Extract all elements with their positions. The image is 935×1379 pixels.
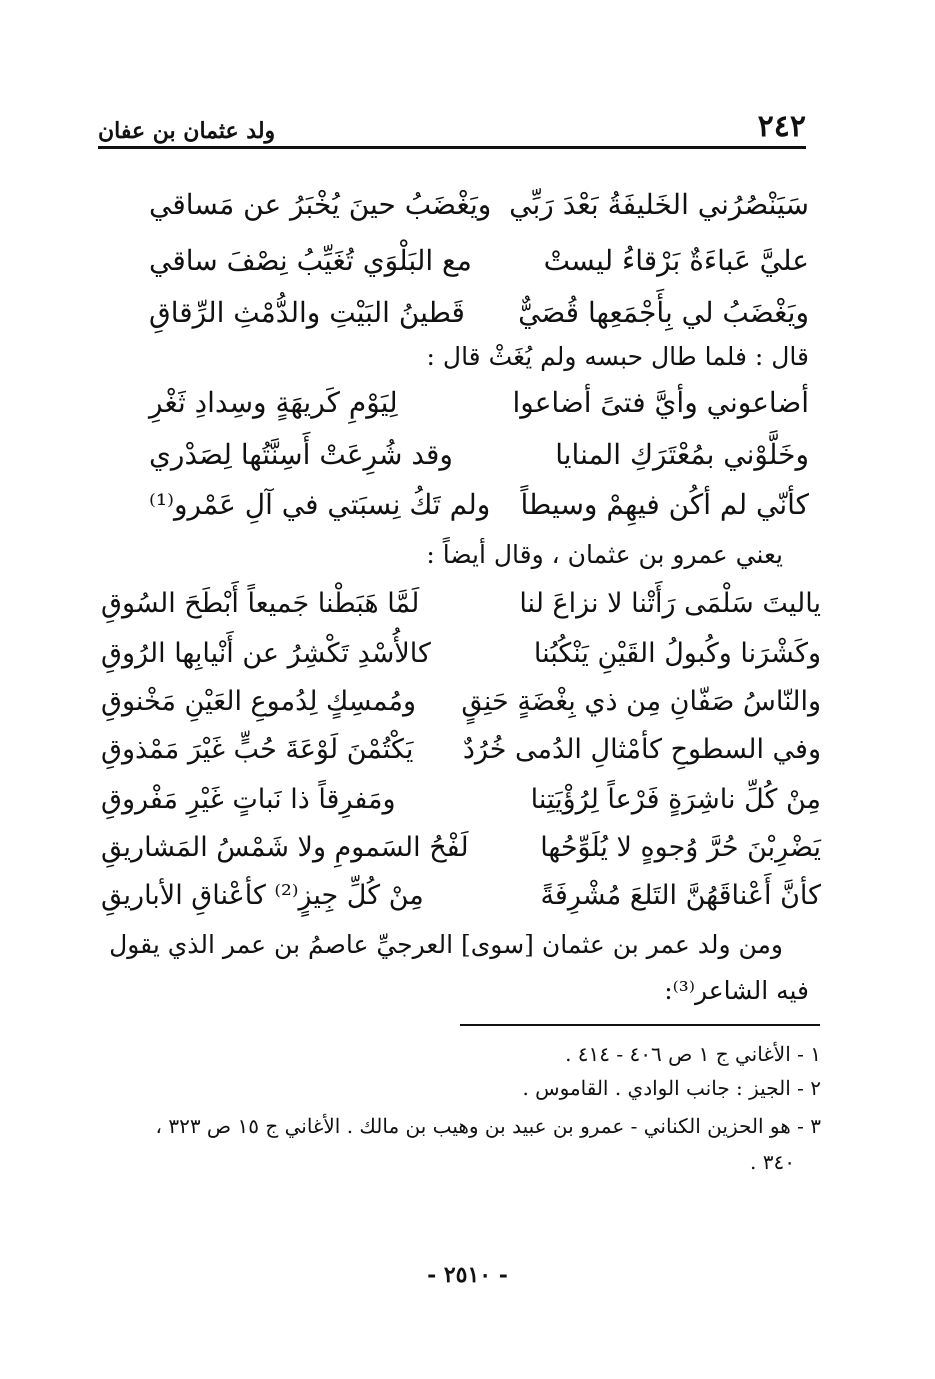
- hemistich-first: مِنْ كُلِّ ناشِرَةٍ فَرْعاً لِرُؤْيَتِنا: [530, 784, 821, 815]
- hemistich-second: كالأُسْدِ تَكْشِرُ عن أَنْيابِها الرُوقِ: [101, 638, 431, 669]
- hemistich-first: وفي السطوحِ كأمْثالِ الدُمى خُرُدٌ: [462, 734, 821, 765]
- running-title: ولد عثمان بن عفان: [98, 118, 276, 144]
- page-header: [98, 100, 806, 144]
- hemistich-second: ومَفرِقاً ذا نَباتٍ غَيْرِ مَفْروقِ: [101, 784, 396, 815]
- hemistich-first: يَضْرِبْنَ حُرَّ وُجوهٍ لا يُلَوِّحُها: [540, 832, 821, 863]
- hemistich-second: ومُمسِكٍ لِدُموعِ العَيْنِ مَخْنوقِ: [101, 686, 417, 717]
- hemistich-first: والنّاسُ صَفّانِ مِن ذي بِغْضَةٍ حَنِقٍ: [461, 686, 821, 717]
- page-footer-number: - ٢٥١٠ -: [427, 1262, 508, 1288]
- hemistich-second: ويَغْضَبُ حينَ يُخْبَرُ عن مَساقي: [149, 188, 492, 221]
- verse-line: [149, 488, 809, 521]
- hemistich-first: وكَشْرَنا وكُبولُ القَيْنِ يَنْكُبُنا: [533, 638, 821, 669]
- hemistich-first: كأنَّ أَعْناقَهُنَّ التَلعَ مُشْرِفَةً: [540, 880, 821, 911]
- verse-line: [149, 296, 809, 329]
- prose-line: فيه الشاعر⁽³⁾:: [664, 976, 809, 1005]
- hemistich-second: مِنْ كُلِّ جِيزٍ⁽²⁾ كأعْناقِ الأباريقِ: [101, 880, 424, 911]
- verse-line: [101, 734, 821, 765]
- hemistich-second: مع البَلْوَي تُغَيِّبُ نِصْفَ ساقي: [149, 244, 472, 277]
- footnote: ٢ - الجيز : جانب الوادي . القاموس .: [522, 1076, 821, 1100]
- hemistich-second: لِيَوْمِ كَريهَةٍ وسِدادِ ثَغْرِ: [149, 386, 398, 419]
- verse-line: [101, 686, 821, 717]
- hemistich-first: عليَّ عَباءَةٌ بَرْقاءُ ليستْ: [543, 244, 809, 277]
- hemistich-second: قَطينُ البَيْتِ والدُّمْثِ الرِّقاقِ: [149, 296, 465, 329]
- verse-line: [149, 244, 809, 277]
- hemistich-first: ياليتَ سَلْمَى رَأَتْنا لا نزاعَ لنا: [519, 588, 821, 619]
- footnote-rule: [460, 1024, 820, 1026]
- hemistich-second: لَفْحُ السَمومِ ولا شَمْسُ المَشاريقِ: [101, 832, 469, 863]
- hemistich-second: ولم تَكُ نِسبَتي في آلِ عَمْرو⁽¹⁾: [149, 488, 491, 521]
- verse-line: [149, 438, 809, 471]
- prose-line: يعني عمرو بن عثمان ، وقال أيضاً :: [426, 540, 783, 569]
- hemistich-first: ويَغْضَبُ لي بِأَجْمَعِها قُصَيٌّ: [518, 296, 809, 329]
- verse-line: [101, 784, 821, 815]
- hemistich-first: أضاعوني وأيَّ فتىً أضاعوا: [512, 386, 809, 419]
- footnote: ٣٤٠ .: [750, 1150, 795, 1174]
- header-rule: [98, 146, 806, 149]
- hemistich-first: سَيَنْصُرُني الخَليفَةُ بَعْدَ رَبِّي: [509, 188, 809, 221]
- verse-line: [149, 188, 809, 221]
- verse-line: [149, 386, 809, 419]
- hemistich-second: يَكْتُمْنَ لَوْعَةَ حُبٍّ غَيْرَ مَمْذوقِ: [101, 734, 414, 765]
- hemistich-second: وقد شُرِعَتْ أَسِنَّتُها لِصَدْري: [149, 438, 453, 471]
- page-number: ٢٤٢: [757, 109, 806, 144]
- hemistich-first: كأنّي لم أكُن فيهِمْ وسيطاً: [520, 488, 809, 521]
- verse-line: [101, 588, 821, 619]
- footnote: ٣ - هو الحزين الكناني - عمرو بن عبيد بن وهيب بن مالك . الأغاني ج ١٥ ص ٣٢٣ ،: [155, 1114, 821, 1138]
- verse-line: [101, 880, 821, 911]
- prose-line: قال : فلما طال حبسه ولم يُغَثْ قال :: [426, 342, 809, 371]
- hemistich-second: لَمَّا هَبَطْنا جَميعاً أَبْطَحَ السُوقِ: [101, 588, 420, 619]
- verse-line: [101, 832, 821, 863]
- verse-line: [101, 638, 821, 669]
- hemistich-first: وخَلَّوْني بمُعْتَرَكِ المنايا: [555, 438, 809, 471]
- prose-line: ومن ولد عمر بن عثمان [سوى] العرجيِّ عاصمُ بن عمر الذي يقول: [109, 930, 783, 959]
- footnote: ١ - الأغاني ج ١ ص ٤٠٦ - ٤١٤ .: [565, 1042, 821, 1066]
